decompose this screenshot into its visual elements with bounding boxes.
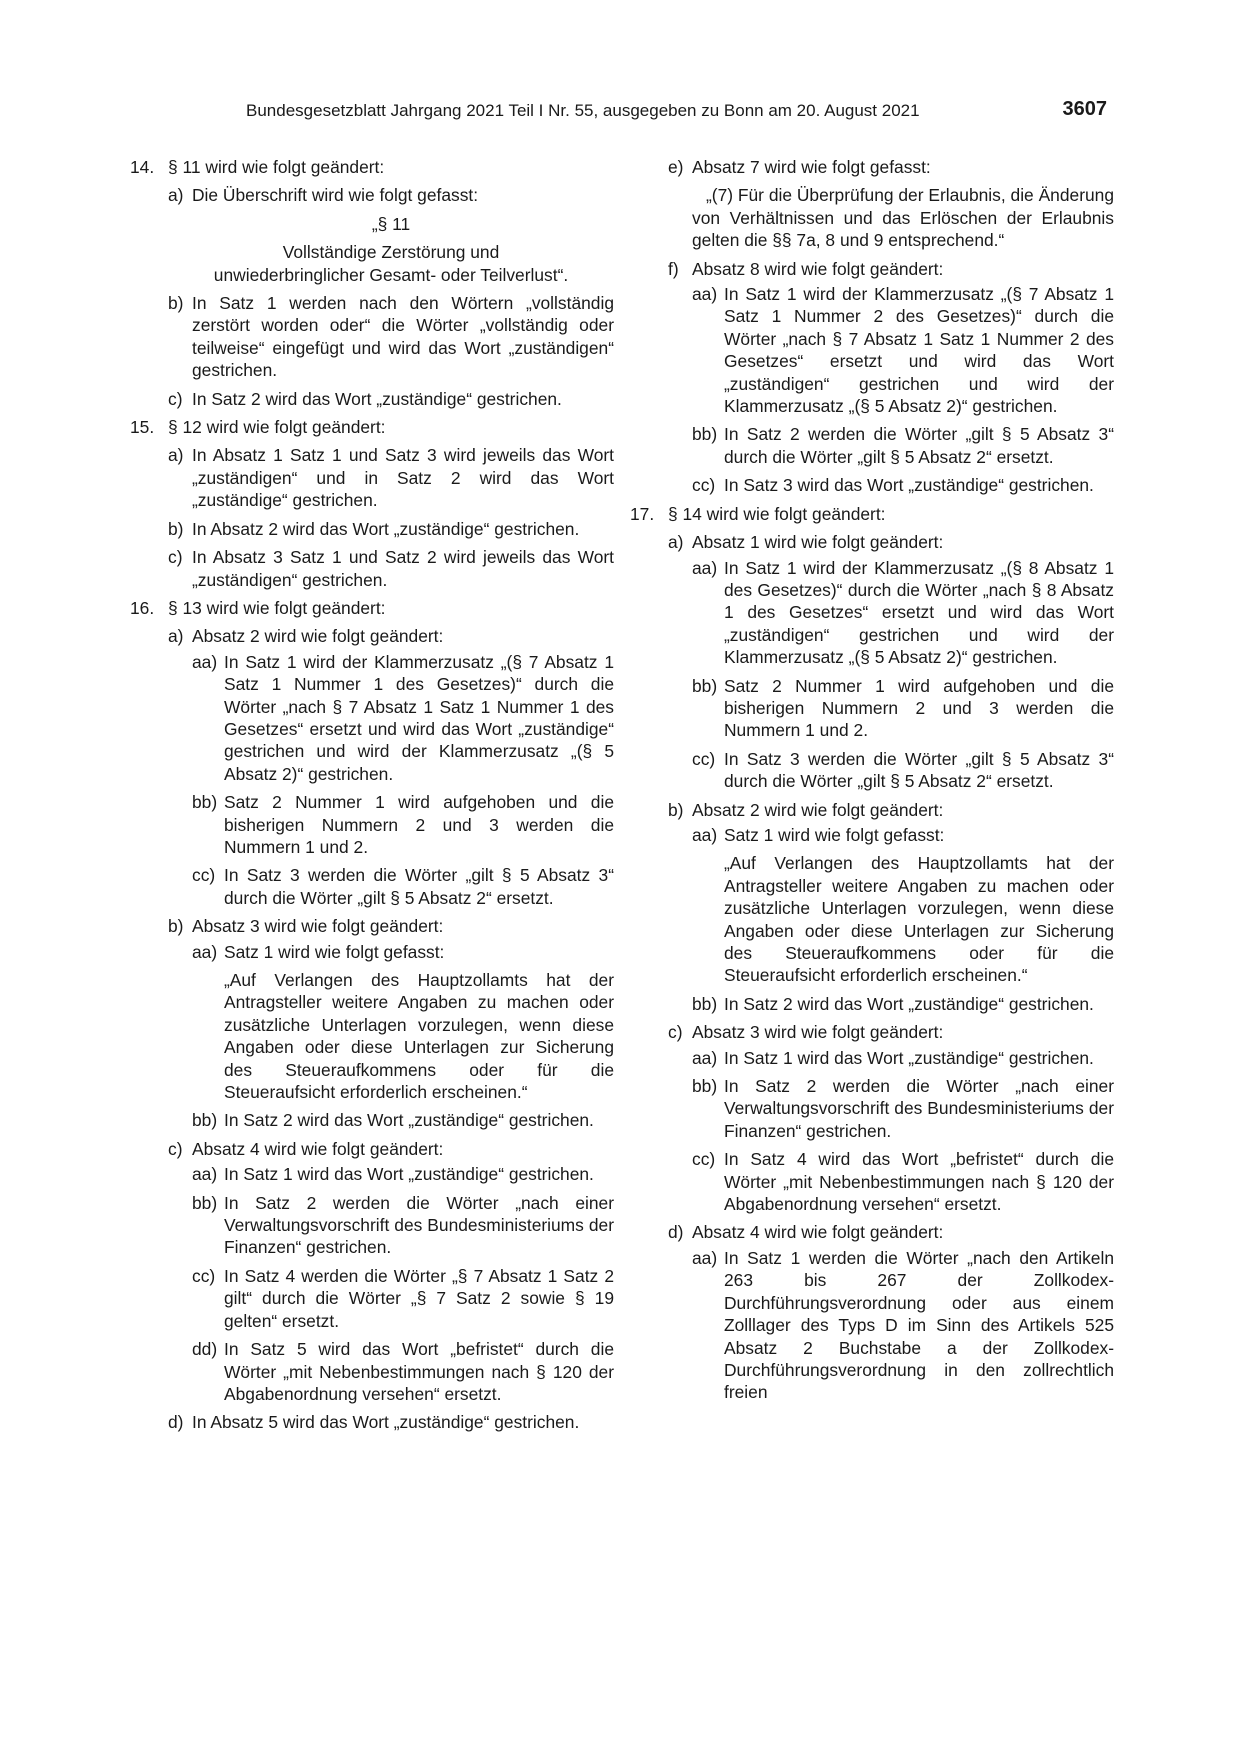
item-17-b-bb (692, 993, 1114, 1015)
item-text: In Satz 1 wird der Klammerzusatz „(§ 7 Absatz 1 Satz 1 Nummer 2 des Gesetzes)“ durch die Wörter „nach § 7 Absatz 1 Satz 1 Nummer 2 des Gesetzes“ ersetzt und wird das Wort „zuständigen“ gestrichen und wird der Klammerzusatz „(§ 5 Absatz 2)“ gestrichen. (724, 284, 1114, 417)
item-text: Satz 1 wird wie folgt gefasst: (724, 824, 945, 845)
item-17-c-bb (692, 1075, 1114, 1142)
item-label: b) (168, 293, 184, 314)
item-17-c (668, 1021, 1114, 1215)
item-text: In Satz 2 wird das Wort „zuständige“ gestrichen. (192, 388, 562, 409)
item-16-b (168, 915, 614, 1132)
item-16-c-aa (192, 1163, 614, 1185)
item-label: aa) (692, 557, 718, 578)
item-text: In Satz 5 wird das Wort „befristet“ durch die Wörter „mit Nebenbestimmungen nach § 120 der Abgabenordnung versehen“ ersetzt. (224, 1339, 614, 1404)
item-label: cc) (692, 1149, 716, 1170)
item-text: § 12 wird wie folgt geändert: (168, 417, 386, 438)
item-16-a-aa (192, 651, 614, 785)
item-16 (130, 597, 614, 619)
item-text: Absatz 8 wird wie folgt geändert: (692, 258, 944, 279)
item-text: In Satz 2 werden die Wörter „gilt § 5 Absatz 3“ durch die Wörter „gilt § 5 Absatz 2“ ersetzt. (724, 424, 1114, 467)
item-label: e) (668, 157, 684, 177)
item-label: cc) (692, 748, 716, 769)
quoted-paragraph (692, 184, 1114, 251)
item-label: f) (668, 258, 679, 279)
item-label: cc) (192, 865, 216, 886)
item-17-c-cc (692, 1148, 1114, 1215)
item-17-a-cc (692, 748, 1114, 793)
item-label: aa) (192, 941, 218, 962)
item-16-f (668, 258, 1114, 497)
item-number: 16. (130, 597, 155, 618)
item-label: aa) (192, 1164, 218, 1185)
item-label: aa) (692, 1047, 718, 1068)
item-label: dd) (192, 1339, 218, 1360)
item-label: d) (168, 1412, 184, 1433)
item-text: In Satz 1 wird der Klammerzusatz „(§ 7 Absatz 1 Satz 1 Nummer 1 des Gesetzes)“ durch die Wörter „nach § 7 Absatz 1 Satz 1 Nummer 1 des Gesetzes“ ersetzt und wird das Wort „zuständige“ gestrichen und wird der Klammerzusatz „(§ 5 Absatz 2)“ gestrichen. (224, 651, 614, 784)
item-16-b-aa (192, 941, 614, 1104)
heading-line-2: unwiederbringlicher Gesamt- oder Teilverlust“. (213, 264, 569, 285)
item-16-d (168, 1411, 614, 1433)
item-label: a) (168, 445, 184, 466)
heading-paragraph: „§ 11 (371, 213, 411, 234)
item-17-d (668, 1221, 1114, 1403)
item-text: Absatz 3 wird wie folgt geändert: (692, 1022, 944, 1043)
item-label: b) (668, 799, 684, 820)
item-label: bb) (692, 424, 718, 445)
item-label: bb) (192, 1192, 218, 1213)
item-label: a) (668, 532, 684, 553)
item-text: In Satz 1 wird das Wort „zuständige“ gestrichen. (224, 1164, 594, 1185)
item-16-a-bb (192, 791, 614, 858)
item-label: aa) (692, 824, 718, 845)
item-label: bb) (692, 1076, 718, 1097)
item-text: Absatz 7 wird wie folgt gefasst: (692, 157, 931, 177)
item-label: b) (168, 518, 184, 539)
item-16-f-cc (692, 474, 1114, 496)
page-number: 3607 (1062, 98, 1107, 120)
item-text: Die Überschrift wird wie folgt gefasst: (192, 185, 479, 206)
item-15 (130, 416, 614, 438)
item-17-c-aa (692, 1047, 1114, 1069)
item-14-b (168, 292, 614, 382)
item-label: c) (168, 388, 183, 409)
item-16-c (168, 1138, 614, 1405)
item-text: In Satz 2 werden die Wörter „nach einer Verwaltungsvorschrift des Bundesministeriums der Finanzen“ gestrichen. (224, 1192, 614, 1258)
item-label: c) (668, 1022, 683, 1043)
heading-line-1: Vollständige Zerstörung und (282, 242, 500, 263)
item-14-c (168, 388, 614, 410)
item-text: In Satz 3 werden die Wörter „gilt § 5 Absatz 3“ durch die Wörter „gilt § 5 Absatz 2“ ersetzt. (224, 865, 614, 908)
item-label: a) (168, 626, 184, 647)
item-17-b (668, 799, 1114, 1016)
item-text: In Satz 1 werden die Wörter „nach den Artikeln 263 bis 267 der Zollkodex-Durchführungsverordnung oder aus einem Zolllager des Typs D im Sinn des Artikels 525 Absatz 2 Buchstabe a der Zollkodex-Durchführungsverordnung in den zollrechtlich freien (724, 1247, 1114, 1403)
item-16-e (668, 156, 1114, 252)
item-number: 15. (130, 417, 155, 438)
item-text: In Absatz 3 Satz 1 und Satz 2 wird jeweils das Wort „zuständigen“ gestrichen. (192, 547, 614, 590)
item-label: bb) (192, 792, 218, 813)
item-text: In Satz 1 wird das Wort „zuständige“ gestrichen. (724, 1047, 1094, 1068)
quoted-sentence: „Auf Verlangen des Hauptzollamts hat der Antragsteller weitere Angaben zu machen oder zusätzliche Unterlagen vorzulegen, wenn diese Angaben oder diese Unterlagen zur Sicherung des Steueraufkommens oder für die Steueraufsicht erforderlich erscheinen.“ (724, 853, 1114, 986)
item-label: a) (168, 185, 184, 206)
item-label: b) (168, 916, 184, 937)
item-label: aa) (692, 284, 718, 305)
item-17-a (668, 531, 1114, 792)
quoted-sentence: „Auf Verlangen des Hauptzollamts hat der Antragsteller weitere Angaben zu machen oder zusätzliche Unterlagen vorzulegen, wenn diese Angaben oder diese Unterlagen zur Sicherung des Steueraufkommens oder für die Steueraufsicht erforderlich erscheinen.“ (224, 970, 614, 1103)
right-column (630, 156, 1114, 1404)
item-16-f-bb (692, 423, 1114, 468)
item-text: Absatz 3 wird wie folgt geändert: (192, 916, 444, 937)
item-text: In Satz 4 werden die Wörter „§ 7 Absatz 1 Satz 2 gilt“ durch die Wörter „§ 7 Satz 2 sowie § 19 gelten“ ersetzt. (224, 1265, 614, 1331)
running-header: Bundesgesetzblatt Jahrgang 2021 Teil I Nr. 55, ausgegeben zu Bonn am 20. August 2021 (246, 101, 920, 120)
item-text: Absatz 2 wird wie folgt geändert: (192, 626, 444, 647)
item-text: In Satz 1 werden nach den Wörtern „vollständig zerstört worden oder“ die Wörter „vollständig oder teilweise“ eingefügt und wird das Wort „zuständigen“ gestrichen. (192, 293, 614, 381)
item-label: aa) (692, 1247, 718, 1268)
item-16-c-bb (192, 1192, 614, 1259)
item-text: Satz 2 Nummer 1 wird aufgehoben und die bisherigen Nummern 2 und 3 werden die Nummern 1 und 2. (724, 675, 1114, 741)
item-17-d-aa (692, 1247, 1114, 1404)
item-14 (130, 156, 614, 178)
item-text: In Absatz 5 wird das Wort „zuständige“ gestrichen. (192, 1412, 580, 1433)
item-number: 14. (130, 157, 155, 177)
item-text: Absatz 4 wird wie folgt geändert: (692, 1222, 944, 1243)
item-text: In Satz 2 werden die Wörter „nach einer Verwaltungsvorschrift des Bundesministeriums der Finanzen“ gestrichen. (724, 1076, 1114, 1141)
item-16-b-bb (192, 1109, 614, 1131)
item-text: In Satz 2 wird das Wort „zuständige“ gestrichen. (224, 1110, 594, 1131)
item-text: In Satz 3 werden die Wörter „gilt § 5 Absatz 3“ durch die Wörter „gilt § 5 Absatz 2“ ersetzt. (724, 748, 1114, 792)
item-15-a (168, 444, 614, 511)
item-16-c-dd (192, 1338, 614, 1405)
item-text: Satz 1 wird wie folgt gefasst: (224, 941, 445, 962)
item-label: aa) (192, 651, 218, 672)
item-15-c (168, 546, 614, 591)
item-text: In Satz 3 wird das Wort „zuständige“ gestrichen. (724, 475, 1094, 496)
item-number: 17. (630, 503, 655, 524)
item-label: c) (168, 1138, 183, 1159)
item-label: cc) (692, 475, 716, 496)
item-text: In Satz 4 wird das Wort „befristet“ durch die Wörter „mit Nebenbestimmungen nach § 120 der Abgabenordnung versehen“ ersetzt. (724, 1149, 1114, 1215)
item-text: § 11 wird wie folgt geändert: (168, 157, 385, 177)
item-text: Absatz 2 wird wie folgt geändert: (692, 799, 944, 820)
item-15-b (168, 518, 614, 540)
item-text: Absatz 1 wird wie folgt geändert: (692, 532, 944, 553)
item-text: Absatz 4 wird wie folgt geändert: (192, 1138, 444, 1159)
item-label: cc) (192, 1265, 216, 1286)
left-column (130, 156, 614, 1434)
item-text: In Absatz 1 Satz 1 und Satz 3 wird jeweils das Wort „zuständigen“ und in Satz 2 wird das Wort „zuständige“ gestrichen. (192, 445, 614, 511)
item-label: bb) (192, 1110, 218, 1131)
item-17-a-aa (692, 557, 1114, 669)
item-text: In Absatz 2 wird das Wort „zuständige“ gestrichen. (192, 518, 580, 539)
item-16-a-cc (192, 864, 614, 909)
item-text: In Satz 2 wird das Wort „zuständige“ gestrichen. (724, 993, 1094, 1014)
item-16-a (168, 625, 614, 909)
item-text: § 13 wird wie folgt geändert: (168, 597, 386, 618)
item-text: Satz 2 Nummer 1 wird aufgehoben und die bisherigen Nummern 2 und 3 werden die Nummern 1 und 2. (224, 792, 614, 857)
item-label: c) (168, 547, 183, 568)
item-17 (630, 503, 1114, 525)
item-text: In Satz 1 wird der Klammerzusatz „(§ 8 Absatz 1 des Gesetzes)“ durch die Wörter „nach § 8 Absatz 1 des Gesetzes“ ersetzt und wird das Wort „zuständigen“ gestrichen und wird der Klammerzusatz „(§ 5 Absatz 2)“ gestrichen. (724, 557, 1114, 668)
item-label: bb) (692, 993, 718, 1014)
item-16-c-cc (192, 1265, 614, 1332)
item-16-f-aa (692, 283, 1114, 417)
item-17-a-bb (692, 675, 1114, 742)
quoted-paragraph-text: „(7) Für die Überprüfung der Erlaubnis, die Änderung von Verhältnissen und das Erlöschen der Erlaubnis gelten die §§ 7a, 8 und 9 entsprechend.“ (692, 185, 1114, 251)
item-text: § 14 wird wie folgt geändert: (668, 503, 886, 524)
item-17-b-aa (692, 824, 1114, 987)
quoted-heading (168, 213, 614, 286)
item-14-a (168, 184, 614, 286)
item-label: bb) (692, 675, 718, 696)
item-label: d) (668, 1222, 684, 1243)
